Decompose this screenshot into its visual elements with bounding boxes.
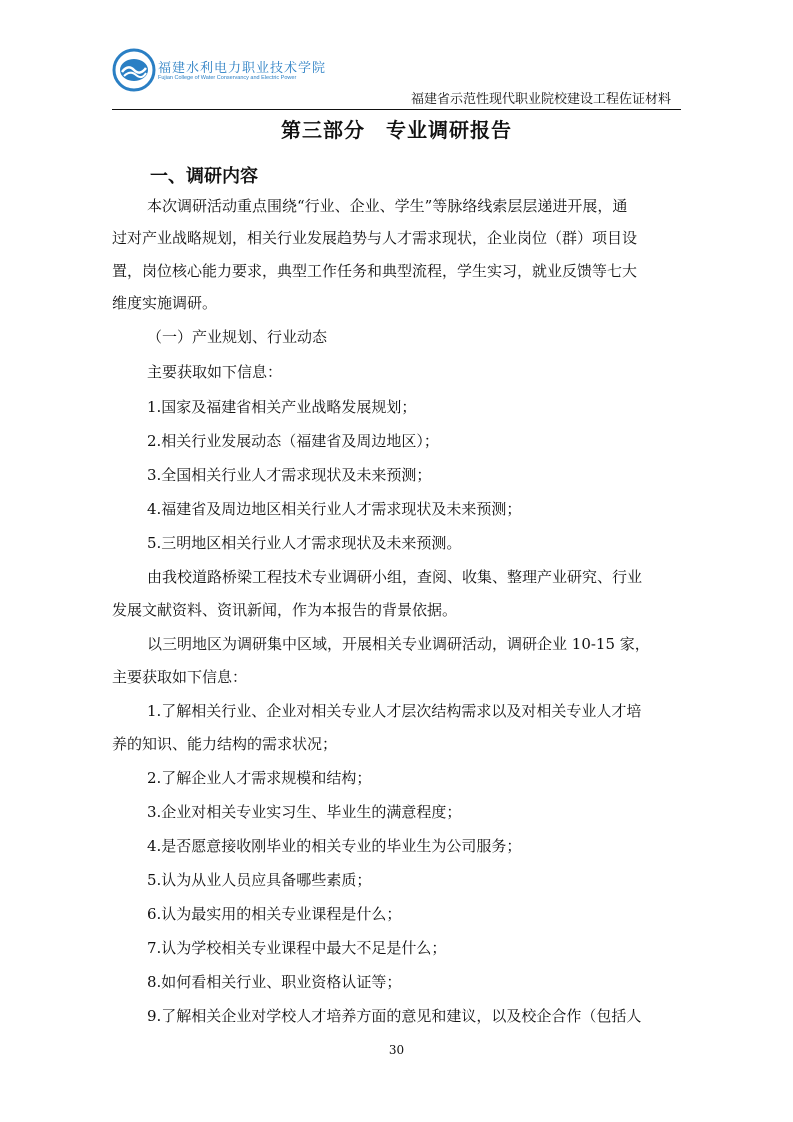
paragraph-line: 本次调研活动重点围绕“行业、企业、学生”等脉络线索层层递进开展，通 bbox=[147, 197, 628, 215]
header-divider bbox=[112, 109, 681, 110]
paragraph-line: 过对产业战略规划，相关行业发展趋势与人才需求现状，企业岗位（群）项目设 bbox=[112, 229, 638, 247]
section-heading: 一、调研内容 bbox=[150, 166, 258, 187]
list-item: 3.全国相关行业人才需求现状及未来预测； bbox=[147, 466, 432, 484]
page-number: 30 bbox=[388, 1043, 405, 1057]
list-item: 5.三明地区相关行业人才需求现状及未来预测。 bbox=[147, 534, 462, 552]
paragraph-line: 发展文献资料、资讯新闻，作为本报告的背景依据。 bbox=[112, 601, 458, 619]
list-item: 8.如何看相关行业、职业资格认证等； bbox=[147, 973, 402, 991]
college-emblem-icon bbox=[112, 48, 156, 92]
list-item: 3.企业对相关专业实习生、毕业生的满意程度； bbox=[147, 803, 462, 821]
list-item: 5.认为从业人员应具备哪些素质； bbox=[147, 871, 372, 889]
paragraph-line: 以三明地区为调研集中区域，开展相关专业调研活动，调研企业 10-15 家， bbox=[147, 635, 650, 653]
logo-chinese-name: 福建水利电力职业技术学院 bbox=[158, 61, 327, 76]
paragraph-line: 维度实施调研。 bbox=[112, 294, 218, 312]
list-item: 6.认为最实用的相关专业课程是什么； bbox=[147, 905, 402, 923]
paragraph-line: 主要获取如下信息： bbox=[112, 668, 248, 686]
logo-english-name: Fujian College of Water Conservancy and Electric Power bbox=[158, 75, 297, 81]
header-caption: 福建省示范性现代职业院校建设工程佐证材料 bbox=[410, 92, 671, 107]
list-item: 9.了解相关企业对学校人才培养方面的意见和建议，以及校企合作（包括人 bbox=[147, 1007, 642, 1025]
college-logo bbox=[112, 48, 327, 94]
paragraph-line: 置，岗位核心能力要求，典型工作任务和典型流程，学生实习，就业反馈等七大 bbox=[112, 262, 638, 280]
list-item: 2.相关行业发展动态（福建省及周边地区）； bbox=[147, 432, 439, 450]
list-item: 7.认为学校相关专业课程中最大不足是什么； bbox=[147, 939, 447, 957]
list-item: 1.国家及福建省相关产业战略发展规划； bbox=[147, 398, 417, 416]
paragraph-line: 主要获取如下信息： bbox=[147, 363, 283, 381]
list-item: 2.了解企业人才需求规模和结构； bbox=[147, 769, 372, 787]
paragraph-line: 由我校道路桥梁工程技术专业调研小组，查阅、收集、整理产业研究、行业 bbox=[147, 568, 643, 586]
list-item: 4.是否愿意接收刚毕业的相关专业的毕业生为公司服务； bbox=[147, 837, 522, 855]
list-item: 1.了解相关行业、企业对相关专业人才层次结构需求以及对相关专业人才培 bbox=[147, 702, 642, 720]
page-title: 第三部分 专业调研报告 bbox=[281, 118, 512, 142]
subsection-heading: （一）产业规划、行业动态 bbox=[147, 328, 328, 346]
list-item: 4.福建省及周边地区相关行业人才需求现状及未来预测； bbox=[147, 500, 522, 518]
list-item: 养的知识、能力结构的需求状况； bbox=[112, 735, 338, 753]
